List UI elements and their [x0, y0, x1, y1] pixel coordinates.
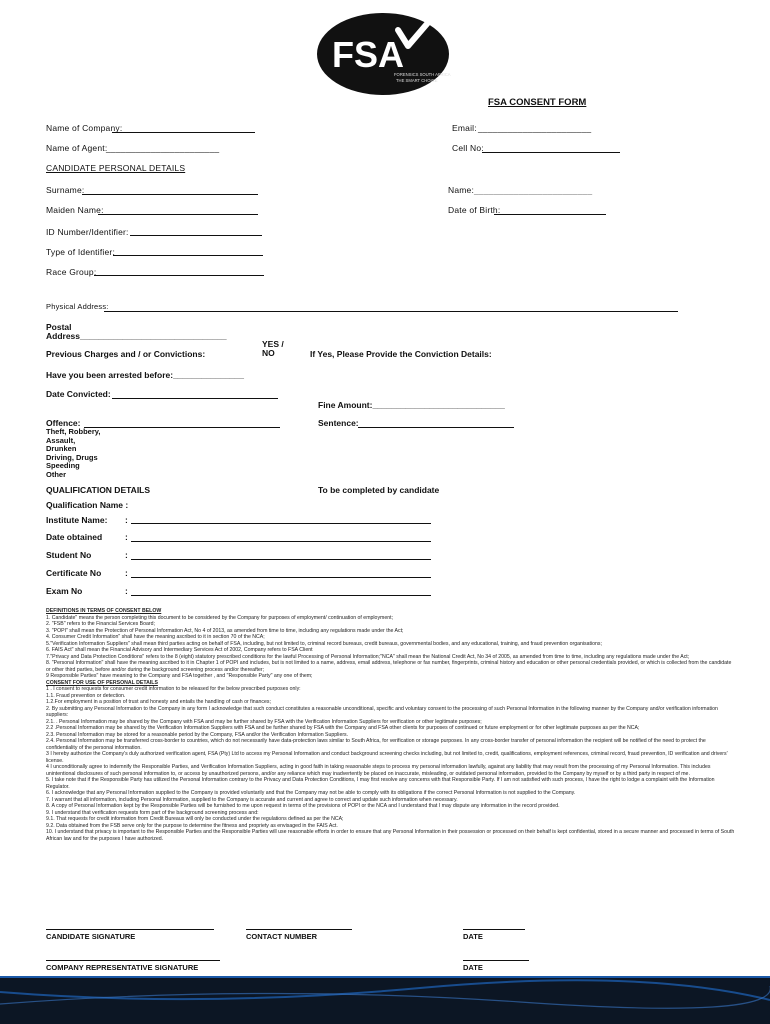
id-label: ID Number/Identifier: [46, 227, 129, 237]
postal-address-field[interactable]: Address_______________________________ [46, 331, 227, 341]
definition-item: 9 Responsible Parties" have meaning to the Company and FSA together , and "Responsible Party" any one of them; [46, 673, 313, 679]
no-option[interactable]: NO [262, 348, 275, 358]
consent-item: 2.4. Personal Information may be transferred cross-border to countries, which do not necessarily have data-protection laws similar to South Africa, for verification or storage purposes. In any cross-border transfer of personal information the recipient will be notified of the need to protect the confidentiality of the personal information. [46, 738, 706, 751]
date-convicted-field[interactable] [112, 398, 278, 399]
offence-types-list [46, 428, 100, 480]
name-label: Name: [448, 185, 475, 195]
consent-item: 2.1. . Personal Information may be shared by the Company with FSA and may be further shared by FSA with the Verification Information Suppliers for verification or other legitimate purposes; [46, 718, 482, 725]
offence-type: Assault, [46, 435, 76, 445]
company-rep-signature-line[interactable] [46, 960, 220, 961]
consent-title: CONSENT FOR USE OF PERSONAL DETAILS [46, 679, 158, 686]
postal-label: Postal [46, 322, 72, 332]
consent-item: 3 I hereby authorize the Company's duly authorized verification agent, FSA (Pty) Ltd to access my Personal Information and conduct background screening checks including, but not limited to, credit, qualifications, employment references, criminal record, fraud prevention, ID verification and drivers' license. [46, 751, 728, 764]
institute-label: Institute Name: [46, 515, 108, 525]
cell-label: Cell No: [452, 143, 484, 153]
dob-field[interactable] [494, 214, 606, 215]
consent-item: 1.2.For employment in a position of trust and honesty and entails the handling of cash or finances; [46, 699, 271, 705]
definition-item: 4. Consumer Credit Information" shall have the meaning ascribed to it in section 70 of the NCA; [46, 634, 265, 640]
email-field[interactable]: _______________________ [478, 123, 592, 133]
qualification-name-label: Qualification Name : [46, 500, 129, 510]
consent-item: 1 . I consent to requests for consumer credit information to be released for the below prescribed purposes only: [46, 686, 301, 692]
definition-item: 3. "POPI" shall mean the Protection of Personal Information Act, No 4 of 2013, as amended from time to time, including any regulations made under the Act; [46, 627, 404, 634]
student-no-label: Student No [46, 550, 92, 560]
name-field[interactable]: ________________________ [474, 185, 593, 195]
colon: : [125, 532, 128, 542]
consent-item: 2.3. Personal Information may be stored for a reasonable period by the Company, FSA and/or the Verification Information Suppliers. [46, 731, 349, 738]
form-title: FSA CONSENT FORM [488, 97, 587, 108]
surname-field[interactable] [82, 194, 258, 195]
fine-amount-field[interactable]: Fine Amount:____________________________ [318, 400, 505, 410]
company-field[interactable] [112, 132, 255, 133]
id-type-field[interactable] [113, 255, 263, 256]
consent-item: 4 I unconditionally agree to indemnify the Responsible Parties, and Verification Information Suppliers, acting in good faith in taking reasonable steps to process my personal information lawfully, against any liability that may result from the processing of my Personal Information. This includes unintentional disclosures of such personal information to, or access by unauthorized persons, and/or any reliance which may inadvertently be placed on inaccurate, misleading, or outdated personal information, provided to the Company by myself or by a third party in respect of me. [46, 764, 711, 777]
date-line-1[interactable] [463, 929, 525, 930]
logo-slogan: THE SMART CHOICE [396, 78, 438, 83]
contact-number-label: CONTACT NUMBER [246, 932, 318, 941]
colon: : [125, 568, 128, 578]
consent-item: 9. I understand that verification requests form part of the background screening process and: [46, 809, 259, 816]
offence-type: Speeding [46, 461, 80, 471]
arrested-field[interactable]: Have you been arrested before:_______________ [46, 370, 244, 380]
email-label: Email: [452, 123, 477, 133]
sentence-field[interactable] [358, 427, 514, 428]
qualification-note: To be completed by candidate [318, 485, 440, 495]
date-obtained-label: Date obtained [46, 532, 103, 542]
definitions-title: DEFINITIONS IN TERMS OF CONSENT BELOW [46, 608, 162, 614]
company-label: Name of Company: [46, 123, 123, 133]
qualification-section-title: QUALIFICATION DETAILS [46, 485, 151, 495]
fsa-logo [310, 10, 456, 98]
candidate-signature-label: CANDIDATE SIGNATURE [46, 932, 136, 941]
offence-type: Drunken [46, 444, 77, 454]
candidate-section-title: CANDIDATE PERSONAL DETAILS [46, 163, 186, 173]
offence-type: Theft, Robbery, [46, 427, 101, 436]
definition-item: 2. "FSB" refers to the Financial Services Board; [46, 621, 155, 627]
consent-item: 8. A copy of Personal Information kept by the Responsible Parties will be furnished to me upon request in terms of the provisions of POPI or the NCA and I understand that I may dispute any information in the record provided. [46, 803, 560, 809]
yes-option[interactable]: YES / [262, 339, 284, 349]
institute-field[interactable] [131, 523, 431, 524]
certificate-no-label: Certificate No [46, 568, 102, 578]
certificate-no-field[interactable] [131, 577, 431, 578]
contact-number-line[interactable] [246, 929, 352, 930]
offence-label: Offence: [46, 418, 81, 428]
exam-no-label: Exam No [46, 586, 83, 596]
dob-label: Date of Birth: [448, 205, 501, 215]
date-obtained-field[interactable] [131, 541, 431, 542]
definition-item: 7."Privacy and Data Protection Conditions" refers to the 8 (eight) statutory prescribed conditions for the lawful Processing of Personal Information;"NCA" shall mean the National Credit Act, No 34 of 2005, as amended from time to time, including any regulations made under the Act; [46, 653, 690, 660]
definition-item: 8. "Personal Information" shall have the meaning ascribed to it in Chapter 1 of POPI and includes, but is not limited to a name, address, email address, telephone or fax number, fingerprints, criminal history and education or other personal credentials provided, or which is collected from the candidate or other third parties, before and/or during the background screening process and/or thereafter; [46, 660, 732, 673]
company-rep-signature-label: COMPANY REPRESENTATIVE SIGNATURE [46, 963, 199, 972]
definition-item: 5."Verification Information Suppliers" shall mean third parties acting on behalf of FSA, including, but not limited to, criminal record bureaus, credit bureaus, governmental bodies, and any educational, training, and fraud prevention organisations; [46, 640, 602, 647]
footer-bar [0, 978, 770, 1024]
race-field[interactable] [94, 275, 264, 276]
colon: : [125, 515, 128, 525]
consent-item: 9.1. That requests for credit information from Credit Bureaus will only be conducted under the regulations defined as per the NCA; [46, 816, 344, 822]
date-line-2[interactable] [463, 960, 529, 961]
candidate-signature-line[interactable] [46, 929, 214, 930]
definition-item: 6. FAIS Act" shall mean the Financial Advisory and Intermediary Services Act of 2002, Company refers to FSA Client [46, 647, 313, 653]
id-field[interactable] [130, 235, 262, 236]
logo-text: FSA [332, 34, 404, 75]
maiden-label: Maiden Name: [46, 205, 104, 215]
consent-item: 1.1. Fraud prevention or detection. [46, 692, 126, 699]
consent-item: 7. I warrant that all information, including Personal Information, supplied to the Company is accurate and current and agree to correct and update such information when necessary. [46, 796, 458, 803]
exam-no-field[interactable] [131, 595, 431, 596]
definition-item: 1. Candidate" means the person completing this document to be considered by the Company for purposes of employment/ continuation of employment; [46, 614, 394, 621]
colon: : [125, 550, 128, 560]
consent-item: 9.2. Data obtained from the FSB serve only for the purpose to determine the fitness and propriety as envisaged in the FAIS Act. [46, 822, 338, 829]
offence-type: Other [46, 469, 67, 479]
consent-item: 5. I take note that if the Responsible Party has utilized the Personal Information contrary to the Privacy and Data Protection Conditions, I may first resolve any concerns with that Responsible Party. If I am not satisfied with such process, I have the right to lodge a complaint with the Information Regulator. [46, 777, 715, 790]
sentence-label: Sentence: [318, 418, 359, 428]
offence-type: Driving, Drugs [46, 452, 98, 462]
physical-address-field[interactable] [104, 311, 678, 312]
surname-label: Surname: [46, 185, 85, 195]
definitions-block [46, 608, 736, 842]
offence-field[interactable] [84, 427, 280, 428]
physical-address-label: Physical Address: [46, 302, 109, 311]
date-convicted-label: Date Convicted: [46, 389, 111, 399]
maiden-field[interactable] [98, 214, 258, 215]
previous-charges-label: Previous Charges and / or Convictions: [46, 349, 206, 359]
date-label-2: DATE [463, 963, 483, 972]
logo-tagline: FORENSICS SOUTH AFRICA [394, 72, 451, 77]
date-label-1: DATE [463, 932, 483, 941]
id-type-label: Type of Identifier: [46, 247, 116, 257]
conviction-details-label: If Yes, Please Provide the Conviction Details: [310, 349, 492, 359]
consent-item: 2. By submitting any Personal Information to the Company in any form I acknowledge that such conduct constitutes a reasonable unconditional, specific and voluntary consent to the processing of such Personal Information in the following manner by the Company and/or verification information suppliers: [46, 705, 718, 718]
student-no-field[interactable] [131, 559, 431, 560]
agent-label: Name of Agent: [46, 143, 108, 153]
cell-field[interactable] [482, 152, 620, 153]
colon: : [125, 586, 128, 596]
race-label: Race Group: [46, 267, 97, 277]
agent-field[interactable]: _______________________ [106, 143, 220, 153]
consent-item: 10. I understand that privacy is important to the Responsible Parties and the Responsible Parties will use reasonable efforts in order to ensure that any Personal Information in their possession or processed on their behalf is kept confidential, stored in a secure manner and processed in terms of South African law and for the purposes I have authorized. [46, 829, 735, 842]
consent-item: 2.2 .Personal Information may be shared by the Verification Information Suppliers with FSA and be further shared by FSA with the Company and FSA other clients for purposes of continued or future employment or for other legitimate purposes as per the NCA; [46, 725, 640, 731]
consent-item: 6. I acknowledge that any Personal Information supplied to the Company is provided voluntarily and that the Company may not be able to comply with its obligations if the correct Personal Information is not supplied to the Company. [46, 790, 576, 796]
